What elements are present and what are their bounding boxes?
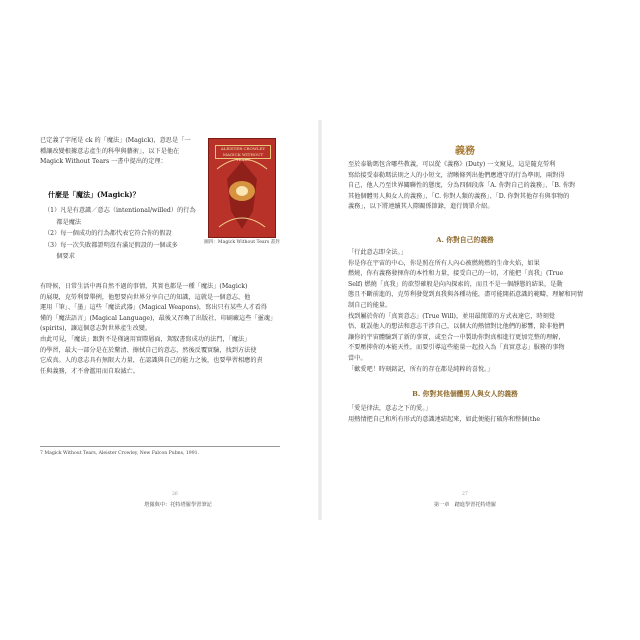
right-intro-line: 自己，他人乃至世界關聯性的態度，分為四個段落「A. 你對自己的義務」、「B. 你對	[348, 182, 576, 190]
left-body-line: (spirits)，讓這個意志對世界產生改變。	[40, 325, 152, 333]
section-a-line: 悟，耽誤他人的想法和意志干涉自己，以個大的熱情對比他們的影響，除非他們	[348, 323, 565, 331]
page-number-right: 27	[462, 492, 468, 497]
left-body-line: 有時候，日常生活中再自然不過的事情，其實也都是一種「魔法」(Magick)	[40, 283, 248, 290]
section-a-line: 找到屬於你的「真實意志」(True Will)，並用最簡單的方式表達它，時刻覺	[348, 312, 555, 320]
left-body-line: 懂的「魔法語言」(Magical Language)，最後又召喚了出版社、印刷廠這些「靈魂」	[40, 314, 277, 322]
left-body-line: 由此可見，「魔法」跟對不是僅適用實際層面，駕馭書寫成功的法門，「魔法」	[40, 335, 251, 343]
right-intro	[348, 160, 600, 213]
right-intro-line: 義務」，以下將連續其人際關係節錄，進行簡單介紹。	[348, 203, 494, 211]
footnote: 7 Magick Without Tears, Aleister Crowley, New Falcon Pubns, 1991.	[40, 451, 200, 456]
section-a-title: A. 你對自己的義務	[436, 236, 494, 244]
section-a-line: 不要壓抑你的本能天性，而要引導這些能量一起投入為「真實意志」服務的事物	[348, 344, 565, 352]
section-a-line: 燃燒，你有義務發揮你的本性和力量，接受自己的一切，才能把「真我」(True	[348, 270, 564, 278]
list-item: （1）凡是有意識／意志（intentional/willed）的行為	[44, 207, 196, 214]
left-body-line: 的展現，克勞利曾舉例，他想要向世界分享自己的知識，這就是一個意志，他	[40, 293, 251, 301]
section-a-line: 讓你的宇宙體驗到了新的事實，或至合一中製助你對真相進行更加完整的理解，	[348, 333, 565, 341]
cover-art-decoration	[217, 159, 267, 229]
right-page	[320, 120, 610, 520]
cover-art-svg	[209, 139, 275, 237]
list-item: （3）每一次失敗都證明沒有滿足假設的一個或多	[44, 241, 178, 249]
left-body-line: 任與義務，才不會濫用而自取滅亡。	[40, 367, 139, 375]
section-a-line: 態且不斷前進的，克勞利發覺到真我與各種功能，盡可能開拓意識的範疇，理解和同情	[348, 291, 584, 299]
left-body-line: 的學習，最大一部分是在於釐清、擦拭自己的意志，然後反覆實驗，找到方法使	[40, 346, 257, 354]
left-body-line: 它成真。人的意志具有無限大力量，在認識與自己的能力之後，也要學習相應的責	[40, 357, 263, 365]
list-item: 個要求	[44, 253, 75, 261]
footer-left: 塔羅與中：托特塔羅學習筆記	[144, 502, 212, 508]
list-item: 都是魔法	[44, 218, 82, 226]
section-b-title: B. 你對其他個體男人與女人的義務	[412, 390, 518, 398]
left-intro	[40, 136, 202, 168]
chapter-title: 義務	[455, 146, 475, 157]
left-page	[30, 120, 320, 520]
list-item: （2）每一個成功的行為都代表它符合你的假設	[44, 230, 172, 238]
right-intro-line: 其他個體男人與女人的義務」、「C. 你對人類的義務」、「D. 你對其他存有與事物的	[348, 192, 570, 200]
left-intro-line: 種讓改變根據意志產生的科學與藝術」，以下是他在	[40, 147, 180, 155]
right-intro-line: 至於泰勒瑪包含哪些教義，可以從《義務》(Duty) 一文窺見，這是隨克勞利	[348, 161, 556, 168]
footnote-rule	[40, 446, 280, 447]
section-a-line: 你是你在宇宙的中心，你是照在所有人內心被燃燒燃的生命火焰，如果	[348, 259, 540, 267]
figure-caption: 圖四：Magick Without Tears 書封	[204, 240, 280, 245]
section-a-line: 當中。	[348, 354, 367, 362]
section-b-body	[348, 404, 600, 425]
book-cover-image	[208, 138, 276, 238]
section-a-line: Self) 燃燒「真我」的欲望確般是向內探索的，而且不是一個靜態的結果，是動	[348, 280, 563, 288]
section-a-line: 「行此意志即全法。」	[348, 249, 407, 256]
left-body	[40, 282, 280, 377]
question-heading: 什麼是「魔法」(Magick)？	[48, 190, 140, 199]
book-spread	[30, 120, 610, 520]
cover-banner-line: MAGICK WITHOUT TEARS	[222, 151, 264, 162]
section-a-line: 「歡愛吧！時刻銘記，所有的存在都是純粹的喜悅。」	[348, 365, 494, 373]
section-b-line: 「愛是律法，意志之下的愛。」	[348, 405, 432, 412]
right-intro-line: 寫給接受泰勒瑪法則之人的小短文，清晰條列出他們應遵守的行為準則，兩對得	[348, 171, 565, 179]
definition-list	[44, 206, 212, 264]
left-intro-line: 已定義了字尾是 ck 的「魔法」(Magick)，意思是「一	[40, 137, 191, 144]
cover-banner-line: ALEISTER CROWLEY	[220, 146, 266, 151]
page-number-left: 26	[172, 492, 178, 497]
footer-right: 第一章 踏進學習托特塔羅	[433, 502, 497, 508]
section-a-line: 制自己的能量。	[348, 301, 392, 309]
left-intro-line: Magick Without Tears 一書中提出的定理：	[40, 158, 167, 166]
section-a-body	[348, 248, 600, 375]
left-body-line: 運用「筆」、「墨」這些「魔法武器」(Magical Weapons)，寫出只有某些人才看得	[40, 304, 267, 312]
section-b-line: 用熱情把自己和所有形式的意識連結起來，如此便能打破你和整個(the	[348, 415, 540, 423]
